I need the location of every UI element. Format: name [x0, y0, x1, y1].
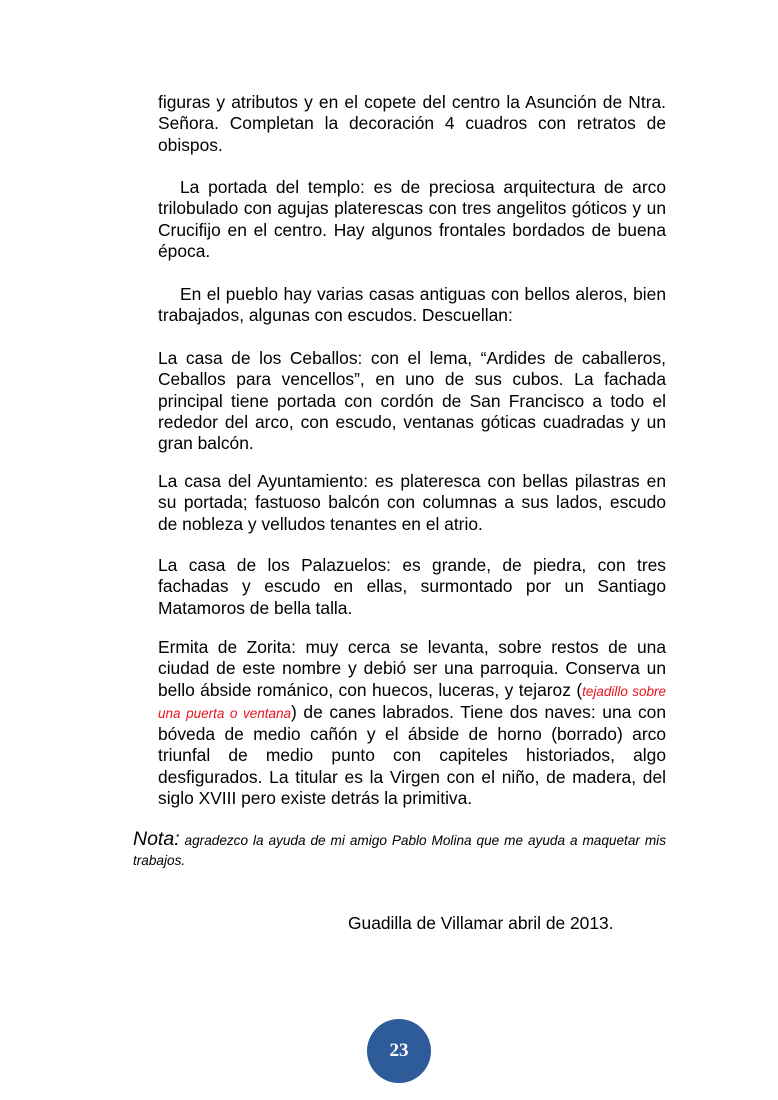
paragraph-portada: La portada del templo: es de preciosa arquitectura de arco trilobulado con agujas platerescas con tres angelitos góticos y un Crucifijo en el centro. Hay algunos frontales bordados de buena época. [158, 177, 666, 261]
ermita-text-before: Ermita de Zorita: muy cerca se levanta, sobre restos de una ciudad de este nombre y debió ser una parroquia. Conserva un bello ábside románico, con huecos, luceras, y tejaroz ( [158, 637, 666, 700]
paragraph-pueblo: En el pueblo hay varias casas antiguas con bellos aleros, bien trabajados, algunas con escudos. Descuellan: [158, 284, 666, 326]
page-number: 23 [389, 1040, 409, 1061]
paragraph-casa-palazuelos: La casa de los Palazuelos: es grande, de piedra, con tres fachadas y escudo en ellas, surmontado por un Santiago Matamoros de bella talla. [158, 555, 666, 618]
note-block [133, 829, 666, 871]
place-date-signature: Guadilla de Villamar abril de 2013. [348, 913, 614, 933]
definition-highlight: tejadillo sobre una puerta o ventana [158, 683, 666, 721]
page-number-badge [367, 1019, 431, 1083]
paragraph-1: figuras y atributos y en el copete del centro la Asunción de Ntra. Señora. Completan la decoración 4 cuadros con retratos de obispos. [158, 92, 666, 155]
paragraph-ermita-zorita [158, 637, 666, 809]
note-label: Nota: [133, 828, 180, 850]
ermita-text-after: ) de canes labrados. Tiene dos naves: una con bóveda de medio cañón y el ábside de horno (borrado) arco triunfal de medio punto con capiteles historiados, algo desfigurados. La titular es la Virgen con el niño, de madera, del siglo XVIII pero existe detrás la primitiva. [158, 701, 666, 809]
paragraph-casa-ceballos: La casa de los Ceballos: con el lema, “Ardides de caballeros, Ceballos para vencellos”, en uno de sus cubos. La fachada principal tiene portada con cordón de San Francisco a todo el rededor del arco, con escudo, ventanas góticas cuadradas y un gran balcón. [158, 348, 666, 454]
note-text: agradezco la ayuda de mi amigo Pablo Molina que me ayuda a maquetar mis trabajos. [133, 833, 666, 868]
paragraph-casa-ayuntamiento: La casa del Ayuntamiento: es plateresca con bellas pilastras en su portada; fastuoso balcón con columnas a sus lados, escudo de nobleza y velludos tenantes en el atrio. [158, 471, 666, 534]
